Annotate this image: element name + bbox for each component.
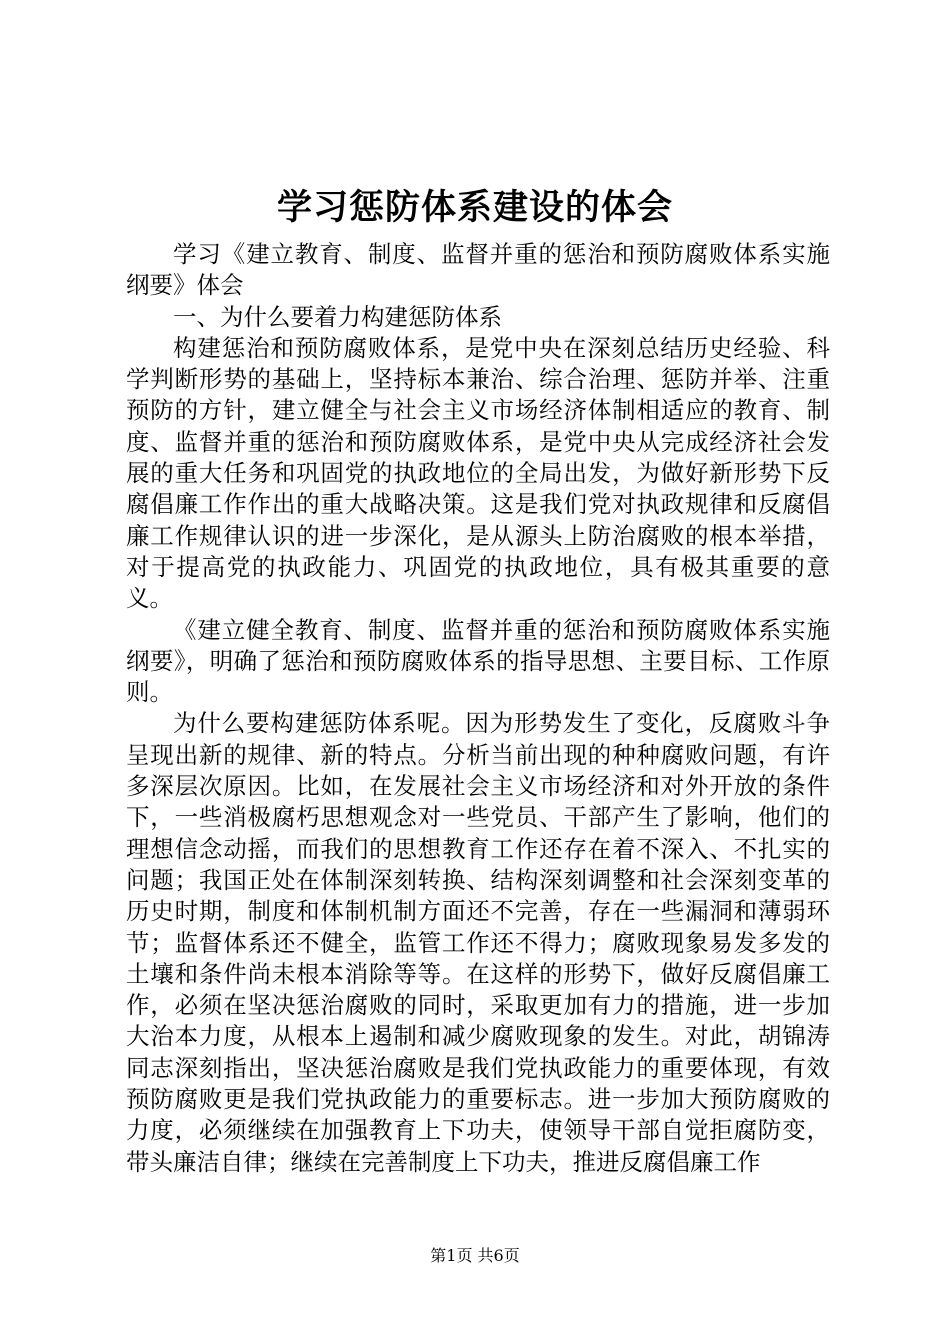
page-number-footer: 第1页 共6页 [430, 1246, 520, 1265]
paragraph: 构建惩治和预防腐败体系，是党中央在深刻总结历史经验、科学判断形势的基础上，坚持标本兼治、综合治理、惩防并举、注重预防的方针，建立健全与社会主义市场经济体制相适应的教育、制度、监督并重的惩治和预防腐败体系，是党中央从完成经济社会发展的重大任务和巩固党的执政地位的全局出发，为做好新形势下反腐倡廉工作作出的重大战略决策。这是我们党对执政规律和反腐倡廉工作规律认识的进一步深化，是从源头上防治腐败的根本举措，对于提高党的执政能力、巩固党的执政地位，具有极其重要的意义。 [126, 333, 830, 613]
section-heading: 一、为什么要着力构建惩防体系 [173, 302, 502, 331]
paragraph-subtitle: 学习《建立教育、制度、监督并重的惩治和预防腐败体系实施纲要》体会 [126, 240, 830, 300]
paragraph: 《建立健全教育、制度、监督并重的惩治和预防腐败体系实施纲要》，明确了惩治和预防腐败体系的指导思想、主要目标、工作原则。 [126, 615, 830, 707]
paragraph: 为什么要构建惩防体系呢。因为形势发生了变化，反腐败斗争呈现出新的规律、新的特点。分析当前出现的种种腐败问题，有许多深层次原因。比如，在发展社会主义市场经济和对外开放的条件下，一些消极腐朽思想观念对一些党员、干部产生了影响，他们的理想信念动摇，而我们的思想教育工作还存在着不深入、不扎实的问题；我国正处在体制深刻转换、结构深刻调整和社会深刻变革的历史时期，制度和体制机制方面还不完善，存在一些漏洞和薄弱环节；监督体系还不健全，监管工作还不得力；腐败现象易发多发的土壤和条件尚未根本消除等等。在这样的形势下，做好反腐倡廉工作，必须在坚决惩治腐败的同时，采取更加有力的措施，进一步加大治本力度，从根本上遏制和减少腐败现象的发生。对此，胡锦涛同志深刻指出，坚决惩治腐败是我们党执政能力的重要体现，有效预防腐败更是我们党执政能力的重要标志。进一步加大预防腐败的力度，必须继续在加强教育上下功夫，使领导干部自觉拒腐防变，带头廉洁自律；继续在完善制度上下功夫，推进反腐倡廉工作 [126, 709, 830, 1176]
document-body [126, 239, 830, 1178]
document-title: 学习惩防体系建设的体会 [276, 187, 673, 228]
